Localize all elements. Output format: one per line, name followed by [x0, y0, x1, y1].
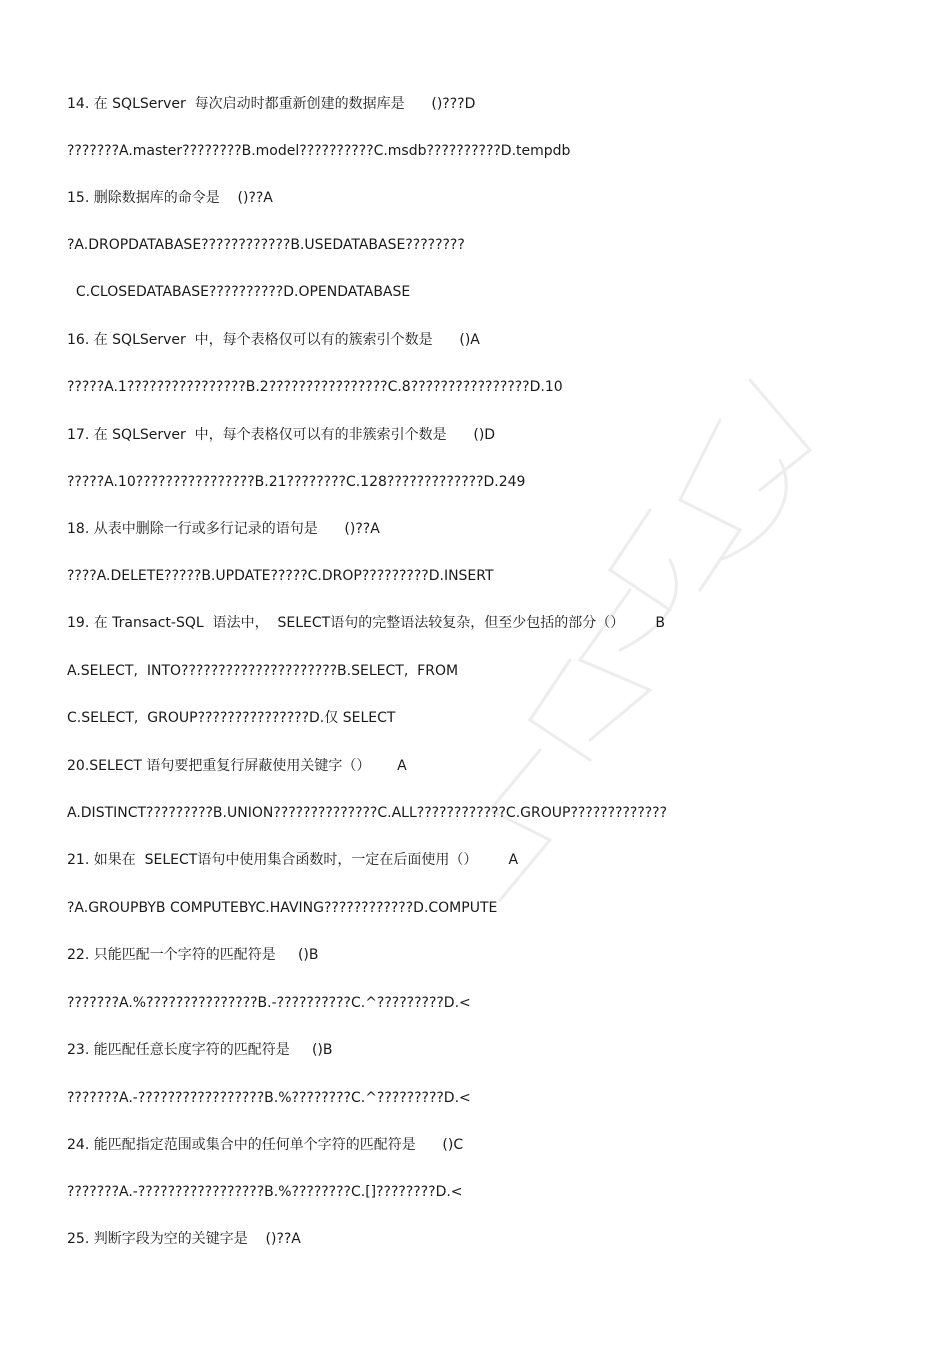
question-15-options-a-b: ?A.DROPDATABASE????????????B.USEDATABASE????????	[67, 237, 465, 253]
question-14-options: ???????A.master????????B.model??????????C.msdb??????????D.tempdb	[67, 143, 571, 159]
question-19-options-a-b: A.SELECT, INTO?????????????????????B.SELECT, FROM	[67, 663, 459, 679]
question-24-stem: 24. 能匹配指定范围或集合中的任何单个字符的匹配符是 ()C	[67, 1137, 464, 1153]
question-19-options-c-d: C.SELECT, GROUP???????????????D.仅 SELECT	[67, 710, 396, 726]
question-14-stem: 14. 在 SQLServer 每次启动时都重新创建的数据库是 ()???D	[67, 96, 476, 112]
question-16-stem: 16. 在 SQLServer 中，每个表格仅可以有的簇索引个数是 ()A	[67, 332, 480, 348]
question-23-stem: 23. 能匹配任意长度字符的匹配符是 ()B	[67, 1042, 333, 1058]
question-22-stem: 22. 只能匹配一个字符的匹配符是 ()B	[67, 947, 319, 963]
question-18-options: ????A.DELETE?????B.UPDATE?????C.DROP?????????D.INSERT	[67, 568, 494, 584]
question-20-options: A.DISTINCT?????????B.UNION??????????????C.ALL????????????C.GROUP?????????????	[67, 805, 668, 821]
question-24-options: ???????A.-?????????????????B.%????????C.[]????????D.<	[67, 1184, 463, 1200]
question-17-stem: 17. 在 SQLServer 中，每个表格仅可以有的非簇索引个数是 ()D	[67, 427, 496, 443]
question-21-options: ?A.GROUPBYB COMPUTEBYC.HAVING????????????D.COMPUTE	[67, 900, 498, 916]
question-20-stem: 20.SELECT 语句要把重复行屏蔽使用关键字（） A	[67, 758, 407, 774]
watermark-decoration	[420, 360, 840, 920]
question-17-options: ?????A.10????????????????B.21????????C.128?????????????D.249	[67, 474, 526, 490]
question-16-options: ?????A.1????????????????B.2????????????????C.8????????????????D.10	[67, 379, 563, 395]
question-22-options: ???????A.%???????????????B.-??????????C.^?????????D.<	[67, 995, 471, 1011]
question-15-stem: 15. 删除数据库的命令是 ()??A	[67, 190, 273, 206]
question-25-stem: 25. 判断字段为空的关键字是 ()??A	[67, 1231, 301, 1247]
question-19-stem: 19. 在 Transact-SQL 语法中， SELECT语句的完整语法较复杂，但至少包括的部分（） B	[67, 615, 665, 631]
question-21-stem: 21. 如果在 SELECT语句中使用集合函数时，一定在后面使用（） A	[67, 852, 519, 868]
question-23-options: ???????A.-?????????????????B.%????????C.^?????????D.<	[67, 1090, 471, 1106]
question-18-stem: 18. 从表中删除一行或多行记录的语句是 ()??A	[67, 521, 380, 537]
question-15-options-c-d: C.CLOSEDATABASE??????????D.OPENDATABASE	[67, 284, 411, 300]
